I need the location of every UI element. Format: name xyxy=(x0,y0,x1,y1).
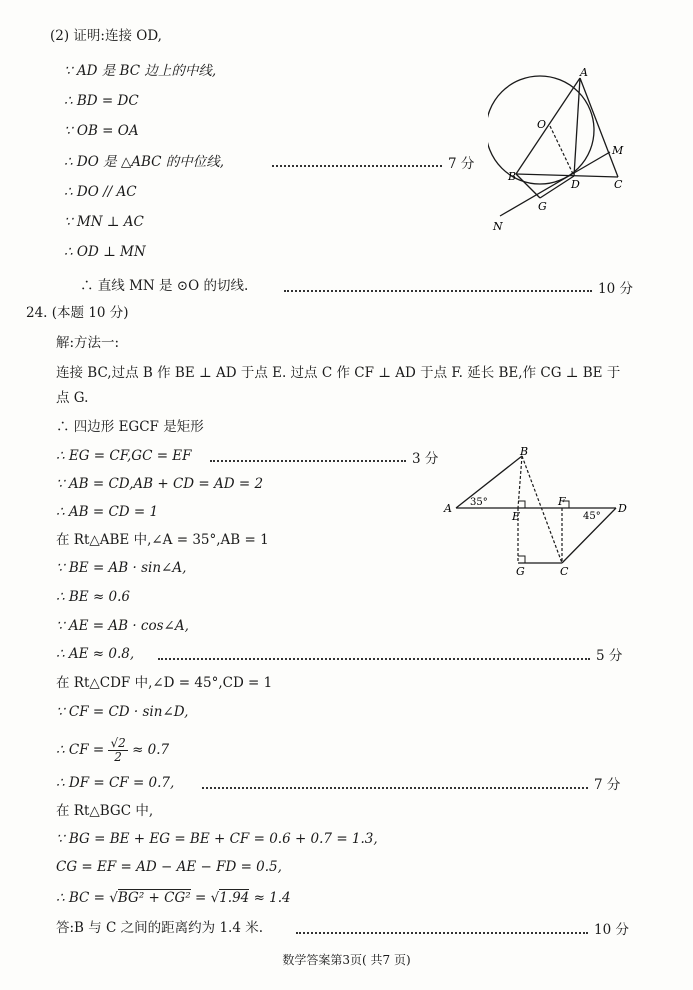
solution-line: ∵ AB = CD,AB + CD = AD = 2 xyxy=(56,476,264,492)
solution-line: ∴ AB = CD = 1 xyxy=(56,504,159,520)
dot-leader xyxy=(296,932,588,934)
segment-ab xyxy=(516,78,580,174)
proof-line: ∵ AD 是 BC 边上的中线, xyxy=(64,63,217,79)
line-mn xyxy=(500,152,610,216)
solution-line-cf xyxy=(56,735,169,765)
label-a: A xyxy=(444,502,452,515)
label-c: C xyxy=(614,178,623,191)
proof-line: ∴ BD = DC xyxy=(64,93,139,109)
solution-line: 在 Rt△CDF 中,∠D = 45°,CD = 1 xyxy=(56,675,273,691)
proof-line: ∴ OD ⊥ MN xyxy=(64,244,146,260)
solution-line: CG = EF = AD − AE − FD = 0.5, xyxy=(56,859,282,875)
geometry-figure xyxy=(440,446,640,578)
label-d: D xyxy=(618,502,627,515)
label-b: B xyxy=(508,170,517,183)
answer-line: 答:B 与 C 之间的距离约为 1.4 米. xyxy=(56,920,264,936)
label-o: O xyxy=(537,118,547,131)
equals-sign: = xyxy=(194,890,207,906)
page-footer: 数学答案第3页( 共7 页) xyxy=(282,953,411,967)
segment-be xyxy=(518,456,522,508)
solution-line: ∴ 四边形 EGCF 是矩形 xyxy=(56,419,204,435)
solution-line: ∵ BG = BE + EG = BE + CF = 0.6 + 0.7 = 1.3, xyxy=(56,831,378,847)
solution-line: ∴ DF = CF = 0.7, xyxy=(56,775,175,791)
proof-line: ∵ MN ⊥ AC xyxy=(64,214,144,230)
label-e: E xyxy=(512,510,521,523)
label-f: F xyxy=(558,495,566,508)
intro-line: 点 G. xyxy=(56,390,89,406)
dot-leader xyxy=(158,658,590,660)
proof-line: ∵ OB = OA xyxy=(64,123,139,139)
fraction-root2-over-2 xyxy=(108,737,127,764)
solution-line: ∴ BE ≈ 0.6 xyxy=(56,589,131,605)
segment-ad xyxy=(574,78,580,176)
label-g: G xyxy=(538,200,547,213)
cf-suffix: ≈ 0.7 xyxy=(132,742,170,758)
label-a: A xyxy=(580,66,588,79)
segment-bc xyxy=(522,456,562,563)
label-n: N xyxy=(493,220,503,233)
right-angle-g xyxy=(518,556,525,563)
solution-line: ∴ EG = CF,GC = EF xyxy=(56,448,192,464)
dot-leader xyxy=(272,165,442,167)
solution-line-bc xyxy=(56,889,291,907)
solution-line: ∵ CF = CD · sin∠D, xyxy=(56,704,189,720)
intro-line: 连接 BC,过点 B 作 BE ⊥ AD 于点 E. 过点 C 作 CF ⊥ AD 于点 F. 延长 BE,作 CG ⊥ BE 于 xyxy=(56,365,621,381)
proof-line: ∴ DO 是 △ABC 的中位线, xyxy=(64,154,225,170)
label-c: C xyxy=(560,565,569,578)
solution-line: 在 Rt△BGC 中, xyxy=(56,803,154,819)
proof-line: ∴ 直线 MN 是 ⊙O 的切线. xyxy=(80,278,249,294)
radicand-1: BG² + CG² xyxy=(117,890,191,906)
sqrt-symbol: √ xyxy=(210,890,220,906)
label-m: M xyxy=(612,144,624,157)
part2-header: (2) 证明:连接 OD, xyxy=(50,28,162,44)
label-g: G xyxy=(516,565,525,578)
segment-dg xyxy=(540,176,574,198)
solution-line: ∴ AE ≈ 0.8, xyxy=(56,646,135,662)
label-d: D xyxy=(571,178,580,191)
score-label: 7 分 xyxy=(448,156,475,172)
score-label: 7 分 xyxy=(594,777,621,793)
fraction-numerator: √2 xyxy=(110,736,126,750)
dot-leader xyxy=(210,460,406,462)
score-label: 3 分 xyxy=(412,451,439,467)
q24-title: 24. (本题 10 分) xyxy=(26,305,129,321)
score-label: 10 分 xyxy=(598,281,633,297)
fraction-denominator: 2 xyxy=(114,750,122,764)
dot-leader xyxy=(202,787,588,789)
solution-line: 在 Rt△ABE 中,∠A = 35°,AB = 1 xyxy=(56,532,269,548)
segment-bg xyxy=(516,174,540,198)
solution-line: ∵ BE = AB · sin∠A, xyxy=(56,560,187,576)
bc-prefix: ∴ BC = xyxy=(56,890,105,906)
cf-prefix: ∴ CF = xyxy=(56,742,105,758)
solution-line: ∵ AE = AB · cos∠A, xyxy=(56,618,189,634)
bc-suffix: ≈ 1.4 xyxy=(253,890,291,906)
circle-figure xyxy=(488,64,638,234)
angle-a-label: 35° xyxy=(470,497,488,508)
sqrt-symbol: √ xyxy=(109,890,118,906)
radicand-2: 1.94 xyxy=(219,890,250,906)
segment-ac xyxy=(580,78,618,177)
segment-ab xyxy=(456,456,522,508)
dot-leader xyxy=(284,290,592,292)
label-b: B xyxy=(520,446,529,458)
score-label: 5 分 xyxy=(596,648,623,664)
proof-line: ∴ DO // AC xyxy=(64,184,137,200)
method-label: 解:方法一: xyxy=(56,335,120,351)
score-label: 10 分 xyxy=(594,922,629,938)
angle-d-label: 45° xyxy=(583,511,601,522)
segment-od xyxy=(550,126,574,176)
